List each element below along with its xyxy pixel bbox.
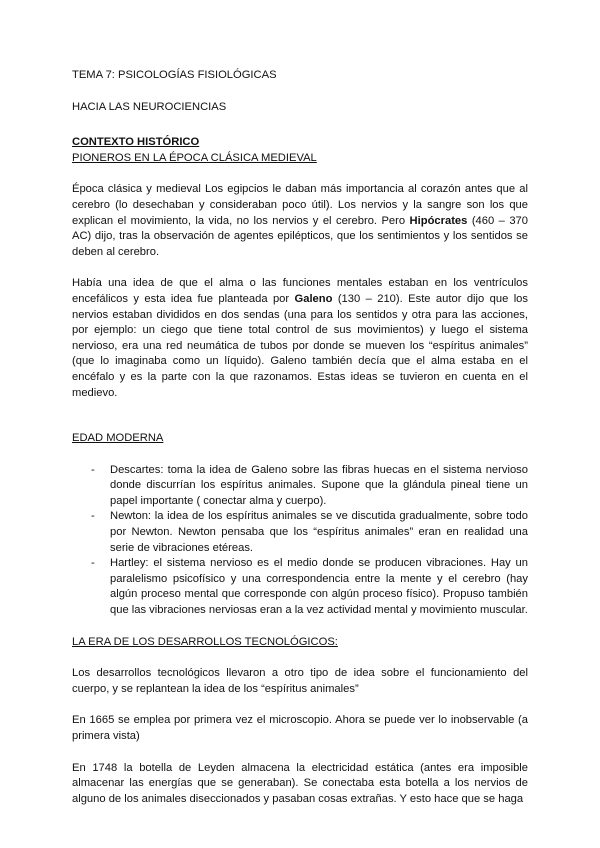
list-item-descartes xyxy=(72,463,528,510)
section-heading-edad-moderna: EDAD MODERNA xyxy=(72,432,164,445)
paragraph-egipcios-text-b: (460 – 370 AC) dijo, tras la observación de agentes epilépticos, que los sentimientos y los sentidos se deben al cerebro. xyxy=(72,214,528,258)
list-dash: - xyxy=(91,557,95,570)
list-edad-moderna xyxy=(72,463,528,619)
section-heading-contexto: CONTEXTO HISTÓRICO xyxy=(72,136,200,149)
name-hipocrates: Hipócrates xyxy=(409,214,468,227)
paragraph-egipcios-text-a: Época clásica y medieval Los egipcios le daban más importancia al corazón antes que al cerebro (lo desechaban y consideraban poco útil). Los nervios y la sangre son los que explican el movimiento, la vida, no los nervios y el cerebro. Pero xyxy=(72,183,528,227)
section-subheading-pioneros: PIONEROS EN LA ÉPOCA CLÁSICA MEDIEVAL xyxy=(72,151,317,164)
list-item-text: Newton: la idea de los espíritus animales se ve discutida gradualmente, sobre todo por Newton. Newton pensaba que los “espíritus animales” eran en realidad una serie de vibraciones etéreas. xyxy=(110,510,528,554)
list-dash: - xyxy=(91,510,95,523)
paragraph-galeno-text-a: Había una idea de que el alma o las funciones mentales estaban en los ventrículos encefálicos y esta idea fue planteada por xyxy=(72,277,528,305)
name-galeno: Galeno xyxy=(294,292,333,305)
paragraph-desarrollos: Los desarrollos tecnológicos llevaron a otro tipo de idea sobre el funcionamiento del cuerpo, y se replantean la idea de los “espíritus animales” xyxy=(72,667,528,695)
paragraph-galeno xyxy=(72,276,528,401)
list-item-text: Descartes: toma la idea de Galeno sobre las fibras huecas en el sistema nervioso donde discurrían los espíritus animales. Supone que la glándula pineal tiene un papel importante ( conectar alma y cuerpo). xyxy=(110,463,528,507)
paragraph-galeno-text-b: (130 – 210). Este autor dijo que los nervios estaban divididos en dos sendas (una para los sentidos y otra para las acciones, por ejemplo: un ciego que tiene total control de sus movimientos) y luego el sistema nervioso, era una red neumática de tubos por donde se mueven los “espíritus animales” (que lo imaginaba como un líquido). Galeno también decía que el alma estaba en el encéfalo y es la parte con la que razonamos. Estas ideas se tuvieron en cuenta en el medievo. xyxy=(72,292,528,399)
document-title: TEMA 7: PSICOLOGÍAS FISIOLÓGICAS xyxy=(72,69,277,81)
list-item-newton xyxy=(72,509,528,556)
section-heading-era-tecnologica: LA ERA DE LOS DESARROLLOS TECNOLÓGICOS: xyxy=(72,635,338,648)
list-item-hartley xyxy=(72,556,528,618)
list-item-text: Hartley: el sistema nervioso es el medio donde se producen vibraciones. Hay un paralelismo psicofísico y una correspondencia entre la mente y el cerebro (hay algún proceso mental que corresponde con algún proceso físico). Propuso también que las vibraciones nerviosas eran a la vez actividad mental y movimiento muscular. xyxy=(110,557,528,617)
paragraph-microscopio: En 1665 se emplea por primera vez el microscopio. Ahora se puede ver lo inobservable (a primera vista) xyxy=(72,714,528,742)
paragraph-egipcios xyxy=(72,182,528,260)
document-page xyxy=(72,68,528,807)
list-dash: - xyxy=(91,463,95,476)
document-subtitle: HACIA LAS NEUROCIENCIAS xyxy=(72,100,227,113)
paragraph-leyden: En 1748 la botella de Leyden almacena la electricidad estática (antes era imposible almacenar las energías que se generaban). Se conectaba esta botella a los nervios de alguno de los animales diseccionados y pasaban cosas extrañas. Y esto hace que se haga xyxy=(72,761,528,805)
